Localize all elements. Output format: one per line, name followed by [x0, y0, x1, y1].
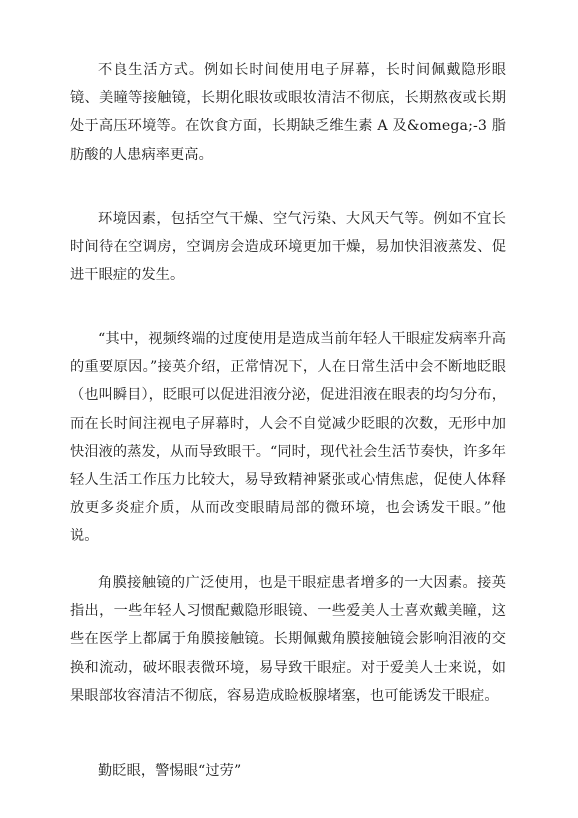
section-heading-blink-more: 勤眨眼，警惕眼“过劳” [98, 763, 242, 779]
paragraph-contact-lenses: 角膜接触镜的广泛使用，也是干眼症患者增多的一大因素。接英指出，一些年轻人习惯配戴隐形眼镜、一些爱美人士喜欢戴美瞳，这些在医学上都属于角膜接触镜。长期佩戴角膜接触镜会影响泪液的交换和流动，破坏眼表微环境，易导致干眼症。对于爱美人士来说，如果眼部妆容清洁不彻底，容易造成睑板腺堵塞，也可能诱发干眼症。 [70, 575, 506, 704]
paragraph-environmental-factors: 环境因素，包括空气干燥、空气污染、大风天气等。例如不宜长时间待在空调房，空调房会造成环境更加干燥，易加快泪液蒸发、促进干眼症的发生。 [70, 211, 506, 284]
paragraph-lifestyle-factors: 不良生活方式。例如长时间使用电子屏幕，长时间佩戴隐形眼镜、美瞳等接触镜，长期化眼妆或眼妆清洁不彻底，长期熬夜或长期处于高压环境等。在饮食方面，长期缺乏维生素 A 及&omega;-3 脂肪酸的人患病率更高。 [70, 62, 506, 163]
paragraph-screen-usage-quote: “其中，视频终端的过度使用是造成当前年轻人干眼症发病率升高的重要原因。”接英介绍，正常情况下，人在日常生活中会不断地眨眼（也叫瞬目），眨眼可以促进泪液分泌，促进泪液在眼表的均匀分布，而在长时间注视电子屏幕时，人会不自觉减少眨眼的次数，无形中加快泪液的蒸发，从而导致眼干。“同时，现代社会生活节奏快，许多年轻人生活工作压力比较大，易导致精神紧张或心情焦虑，促使人体释放更多炎症介质，从而改变眼睛局部的微环境，也会诱发干眼。”他说。 [70, 331, 506, 545]
